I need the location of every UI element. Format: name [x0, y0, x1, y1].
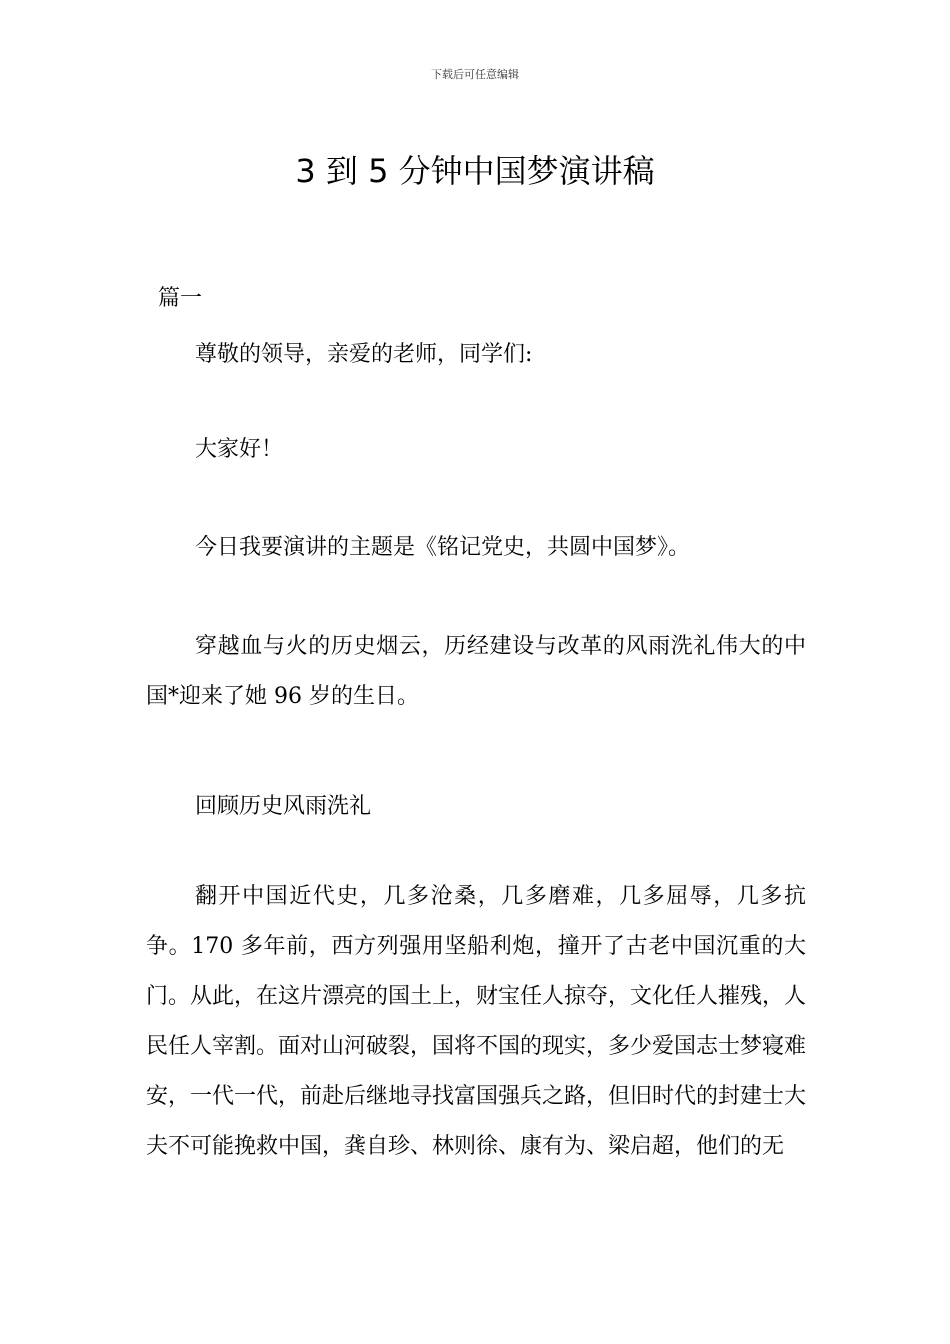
greeting-paragraph: 尊敬的领导，亲爱的老师，同学们: [195, 342, 533, 367]
hello-paragraph: 大家好！ [195, 437, 284, 462]
header-note: 下载后可任意编辑 [431, 68, 519, 81]
document-title: 3 到 5 分钟中国梦演讲稿 [295, 152, 655, 191]
intro-paragraph: 穿越血与火的历史烟云，历经建设与改革的风雨洗礼伟大的中国*迎来了她 96 岁的生日。 [146, 634, 806, 709]
history-body-paragraph: 翻开中国近代史，几多沧桑，几多磨难，几多屈辱，几多抗争。170 多年前，西方列强用坚船利炮，撞开了古老中国沉重的大门。从此，在这片漂亮的国土上，财宝任人掠夺，文化任人摧残，人民任人宰割。面对山河破裂，国将不国的现实，多少爱国志士梦寝难安，一代一代，前赴后继地寻找富国强兵之路，但旧时代的封建士大夫不可能挽救中国，龚自珍、林则徐、康有为、梁启超，他们的无 [146, 884, 807, 1159]
topic-paragraph: 今日我要演讲的主题是《铭记党史，共圆中国梦》。 [195, 535, 691, 560]
section-label: 篇一 [158, 286, 203, 311]
history-heading-paragraph: 回顾历史风雨洗礼 [195, 794, 372, 819]
